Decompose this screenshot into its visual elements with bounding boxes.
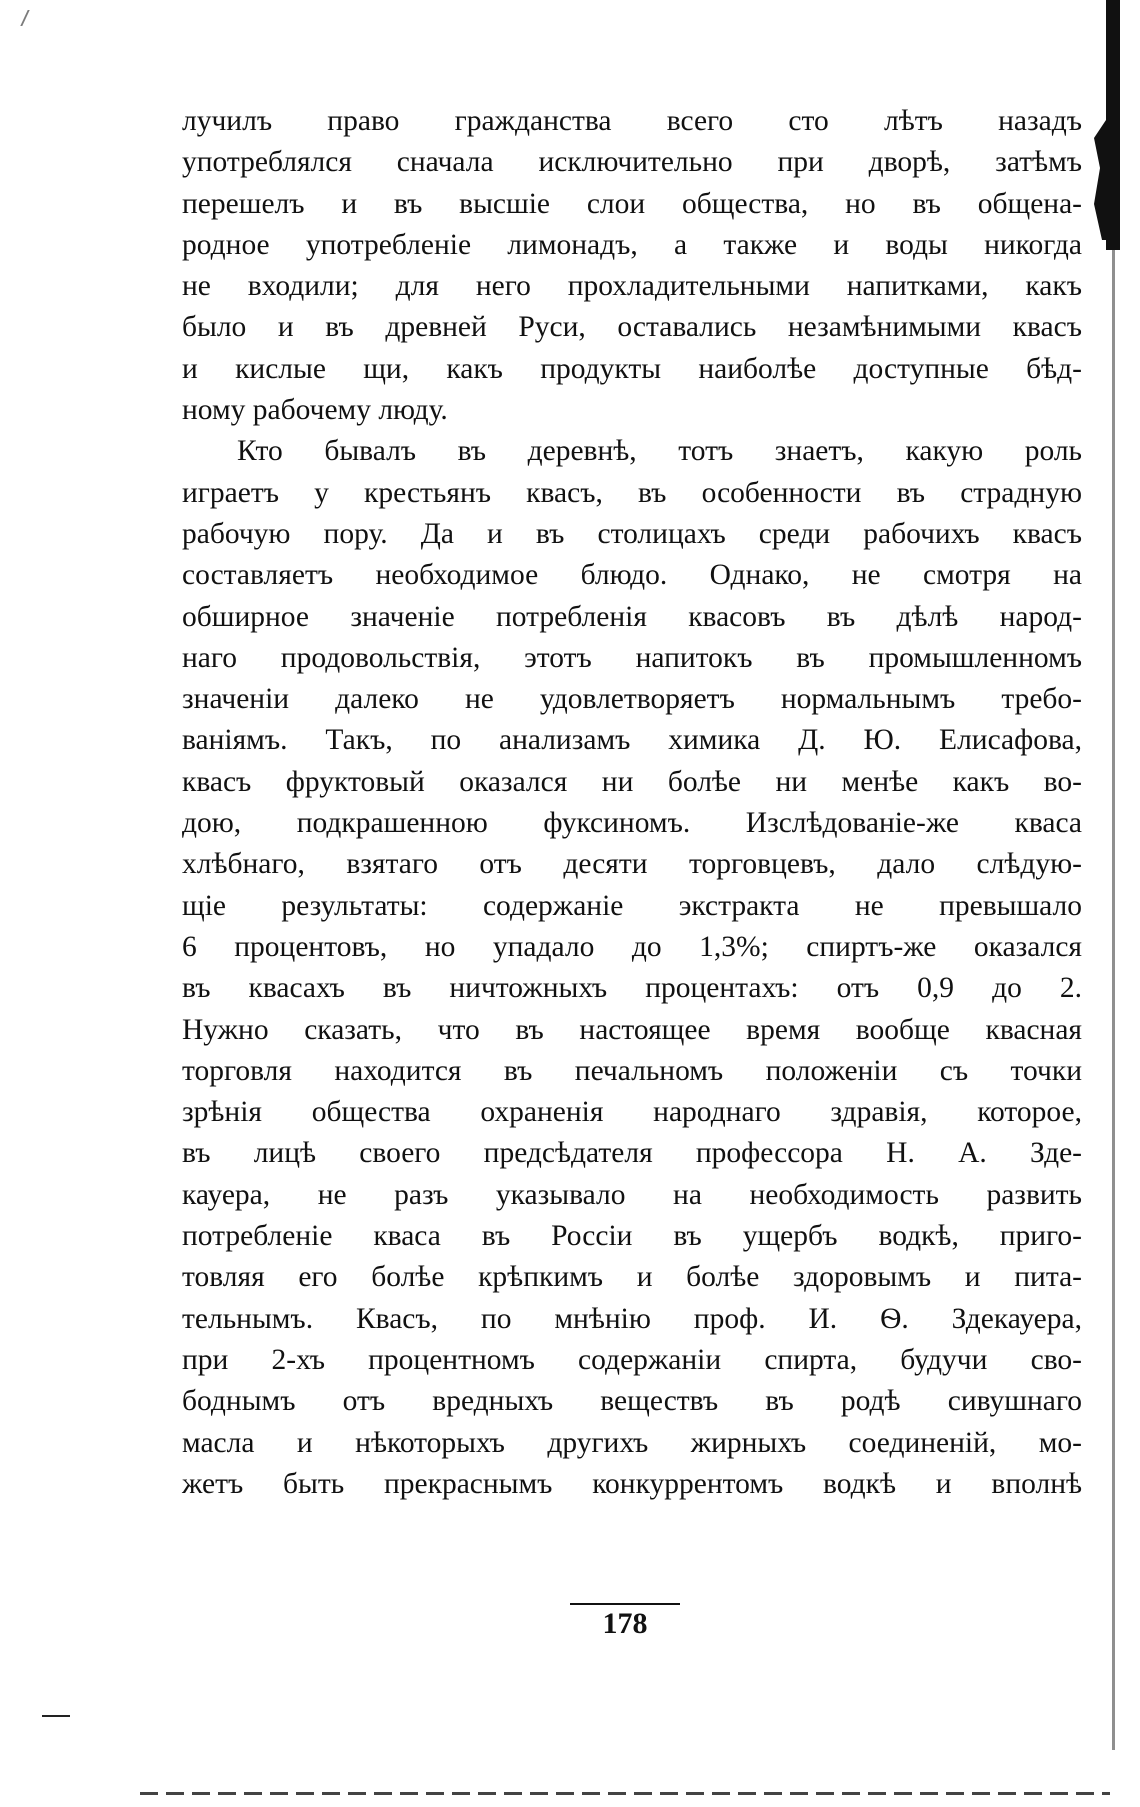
text-line: потребленіе кваса въ Россіи въ ущербъ водкѣ, приго- (182, 1220, 1082, 1253)
text-line: торговля находится въ печальномъ положеніи съ точки (182, 1054, 1082, 1087)
page-number: 178 (602, 1607, 648, 1640)
text-line: играетъ у крестьянъ квасъ, въ особенности въ страдную (182, 476, 1082, 509)
text-line: хлѣбнаго, взятаго отъ десяти торговцевъ, дало слѣдую- (182, 848, 1082, 881)
text-line: ному рабочему люду. (182, 394, 448, 427)
page-number-rule (570, 1603, 680, 1605)
text-line: масла и нѣкоторыхъ другихъ жирныхъ соединеній, мо- (182, 1426, 1082, 1459)
text-line: квасъ фруктовый оказался ни болѣе ни менѣе какъ во- (182, 765, 1082, 798)
paragraph-start-line: Кто бывалъ въ деревнѣ, тотъ знаетъ, какую роль (237, 435, 1082, 468)
text-line: 6 процентовъ, но упадало до 1,3%; спиртъ-же оказался (182, 930, 1082, 963)
text-line: рабочую пору. Да и въ столицахъ среди рабочихъ квасъ (182, 517, 1082, 550)
text-line: тельнымъ. Квасъ, по мнѣнію проф. И. Ѳ. Здекауера, (182, 1302, 1082, 1335)
text-line: лучилъ право гражданства всего сто лѣтъ назадъ (182, 105, 1082, 137)
scan-edge-bottom (140, 1792, 1110, 1795)
text-line: и кислые щи, какъ продукты наиболѣе доступные бѣд- (182, 352, 1082, 385)
text-line: употреблялся сначала исключительно при дворѣ, затѣмъ (182, 146, 1082, 179)
text-line: родное употребленіе лимонадъ, а также и воды никогда (182, 228, 1082, 261)
text-line: зрѣнія общества охраненія народнаго здравія, которое, (182, 1096, 1082, 1129)
scan-edge-line (1112, 250, 1115, 1750)
text-line: въ лицѣ своего предсѣдателя профессора Н. А. Зде- (182, 1137, 1082, 1170)
scan-edge-shadow-notch (1094, 120, 1114, 240)
text-line: обширное значеніе потребленія квасовъ въ дѣлѣ народ- (182, 600, 1082, 633)
text-line: Нужно сказать, что въ настоящее время вообще квасная (182, 1013, 1082, 1046)
text-line: наго продовольствія, этотъ напитокъ въ промышленномъ (182, 641, 1082, 674)
scan-artifact-mark (20, 10, 43, 26)
text-line: не входили; для него прохладительными напитками, какъ (182, 270, 1082, 303)
text-line: составляетъ необходимое блюдо. Однако, не смотря на (182, 559, 1082, 592)
text-line: дою, подкрашенною фуксиномъ. Изслѣдованіе-же кваса (182, 807, 1082, 840)
text-line: значеніи далеко не удовлетворяетъ нормальнымъ требо- (182, 683, 1082, 716)
scan-artifact-dash (42, 1715, 70, 1717)
text-line: жетъ быть прекраснымъ конкуррентомъ водкѣ и вполнѣ (182, 1467, 1082, 1500)
text-line: при 2-хъ процентномъ содержаніи спирта, будучи сво- (182, 1343, 1082, 1376)
body-text (182, 101, 1082, 1505)
text-line: въ квасахъ въ ничтожныхъ процентахъ: отъ 0,9 до 2. (182, 972, 1082, 1005)
text-line: перешелъ и въ высшіе слои общества, но въ общена- (182, 187, 1082, 220)
text-line: боднымъ отъ вредныхъ веществъ въ родѣ сивушнаго (182, 1385, 1082, 1418)
text-line: ваніямъ. Такъ, по анализамъ химика Д. Ю. Елисафова, (182, 724, 1082, 757)
text-line: товляя его болѣе крѣпкимъ и болѣе здоровымъ и пита- (182, 1261, 1082, 1294)
text-line: было и въ древней Руси, оставались незамѣнимыми квасъ (182, 311, 1082, 344)
text-line: щіе результаты: содержаніе экстракта не превышало (182, 889, 1082, 922)
text-line: кауера, не разъ указывало на необходимость развить (182, 1178, 1082, 1211)
